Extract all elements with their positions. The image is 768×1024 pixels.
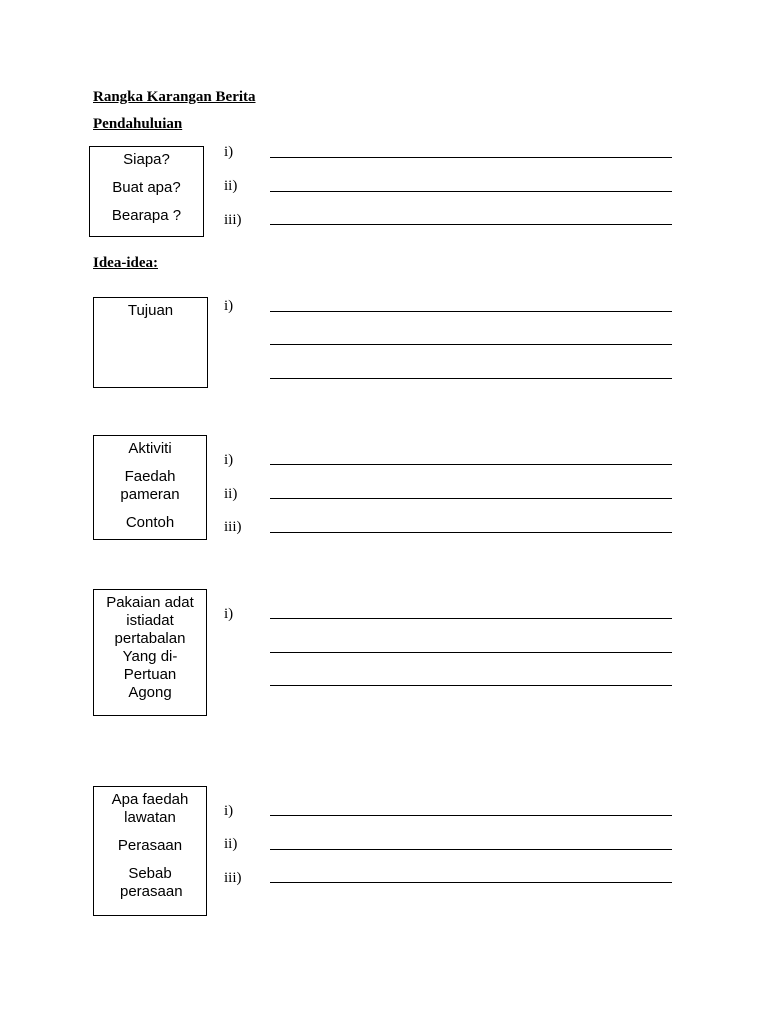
box-line: Aktiviti	[128, 440, 172, 457]
box-line: Siapa?	[123, 151, 170, 168]
answer-line[interactable]	[270, 498, 672, 499]
tujuan-prompt-box	[93, 297, 208, 388]
box-line: Bearapa ?	[111, 207, 182, 224]
item-marker: i)	[224, 144, 234, 160]
pakaian-adat-prompt-box	[93, 589, 207, 716]
box-line: Apa faedah lawatan	[111, 791, 189, 826]
answer-line[interactable]	[270, 685, 672, 686]
answer-line[interactable]	[270, 378, 672, 379]
answer-line[interactable]	[270, 652, 672, 653]
item-marker: ii)	[224, 836, 238, 852]
answer-line[interactable]	[270, 191, 672, 192]
item-marker: i)	[224, 452, 234, 468]
answer-line[interactable]	[270, 224, 672, 225]
intro-prompt-box	[89, 146, 204, 237]
item-marker: ii)	[224, 178, 238, 194]
box-line: Buat apa?	[112, 179, 181, 196]
item-marker: iii)	[224, 519, 242, 535]
answer-line[interactable]	[270, 618, 672, 619]
box-line: Contoh	[125, 514, 175, 531]
answer-line[interactable]	[270, 157, 672, 158]
answer-line[interactable]	[270, 464, 672, 465]
aktiviti-prompt-box	[93, 435, 207, 540]
box-line: Perasaan	[117, 837, 183, 854]
item-marker: ii)	[224, 486, 238, 502]
box-line: Pakaian adat istiadat pertabalan Yang di-Pertuan Agong	[106, 594, 194, 701]
answer-line[interactable]	[270, 815, 672, 816]
box-line: Tujuan	[127, 302, 174, 319]
item-marker: i)	[224, 298, 234, 314]
item-marker: i)	[224, 606, 234, 622]
answer-line[interactable]	[270, 882, 672, 883]
answer-line[interactable]	[270, 344, 672, 345]
item-marker: iii)	[224, 870, 242, 886]
item-marker: iii)	[224, 212, 242, 228]
box-line: Faedah pameran	[120, 468, 180, 503]
item-marker: i)	[224, 803, 234, 819]
section-heading-pendahuluan: Pendahuluian	[93, 116, 183, 132]
box-line: Sebab perasaan	[120, 865, 183, 900]
answer-line[interactable]	[270, 532, 672, 533]
section-heading-idea: Idea-idea:	[93, 255, 158, 271]
lawatan-prompt-box	[93, 786, 207, 916]
answer-line[interactable]	[270, 849, 672, 850]
answer-line[interactable]	[270, 311, 672, 312]
document-title: Rangka Karangan Berita	[93, 89, 256, 105]
